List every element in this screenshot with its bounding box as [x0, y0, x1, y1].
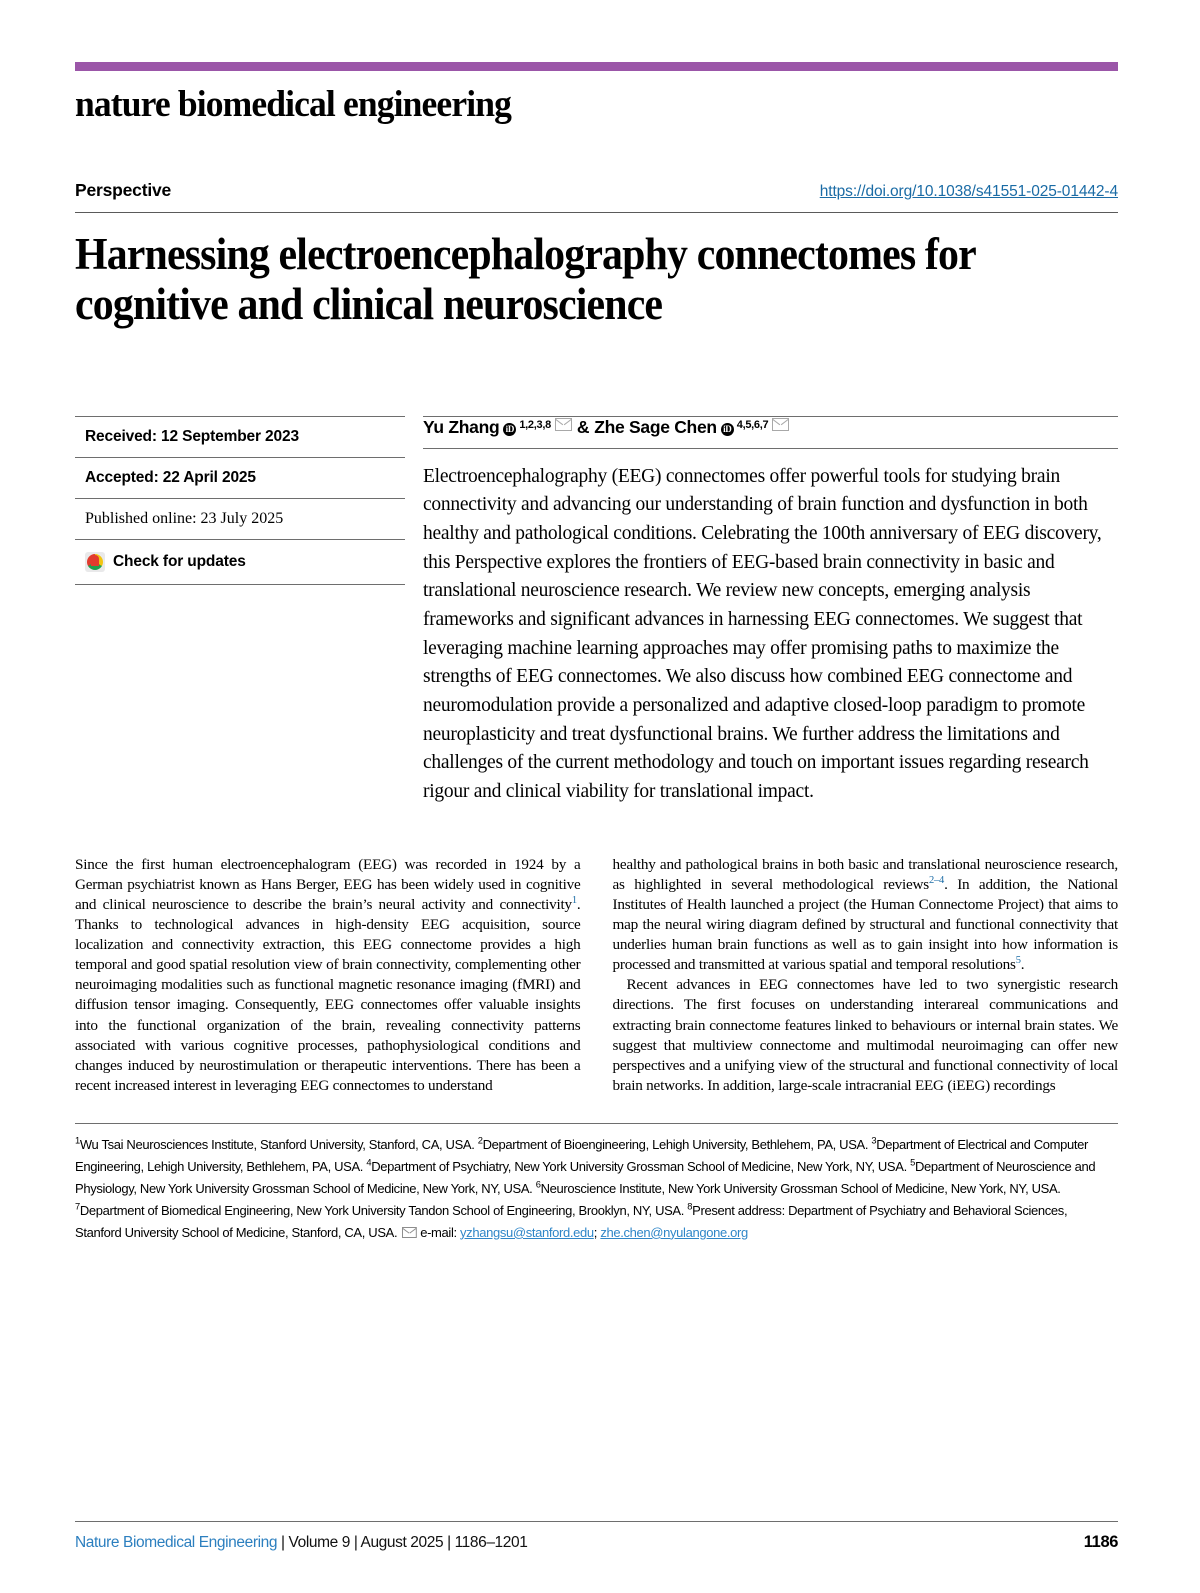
affiliation-number: 3: [871, 1135, 877, 1147]
affiliation-text: Department of Neuroscience and Physiology, New York University Grossman School of Medicine, New York, NY, USA.: [75, 1159, 1096, 1196]
body-paragraph: [75, 855, 581, 1097]
affiliation-number: 8: [687, 1201, 693, 1213]
affiliation-number: 4: [366, 1157, 372, 1169]
abstract-region: [405, 416, 1118, 807]
author-conjunction: &: [576, 416, 590, 437]
orcid-icon[interactable]: iD: [503, 423, 516, 436]
journal-masthead: nature biomedical engineering: [75, 84, 512, 125]
affiliation-number: 6: [535, 1179, 541, 1191]
affiliation-text: Neuroscience Institute, New York University Grossman School of Medicine, New York, NY, USA.: [540, 1181, 1061, 1196]
abstract-text: Electroencephalography (EEG) connectomes offer powerful tools for studying brain connectivity and advancing our understanding of brain function and dysfunction in both healthy and pathological conditions. Celebrating the 100th anniversary of EEG discovery, this Perspective explores the frontiers of EEG-based brain connectivity in basic and translational neuroscience research. We review new concepts, emerging analysis frameworks and significant advances in harnessing EEG connectomes. We suggest that leveraging machine learning approaches may offer promising paths to maximize the strengths of EEG connectomes. We also discuss how combined EEG connectome and neuromodulation provide a personalized and adaptive closed-loop paradigm to promote neuroplasticity and treat dysfunctional brains. We further address the limitations and challenges of the current methodology and touch on important issues regarding research rigour and clinical viability for translational impact.: [423, 465, 1102, 802]
published-date: Published online: 23 July 2025: [85, 509, 284, 527]
affiliation-text: Department of Psychiatry, New York University Grossman School of Medicine, New York, NY, USA.: [371, 1159, 911, 1175]
affiliation-text: Present address: Department of Psychiatry and Behavioral Sciences, Stanford University School of Medicine, Stanford, CA, USA.: [75, 1202, 1068, 1240]
crossmark-icon: [85, 552, 105, 572]
corresponding-email-2[interactable]: zhe.chen@nyulangone.org: [600, 1224, 748, 1240]
footer-volume-info: | Volume 9 | August 2025 | 1186–1201: [277, 1534, 528, 1551]
affiliation-number: 2: [477, 1135, 483, 1147]
author-name-2[interactable]: Zhe Sage Chen: [594, 416, 717, 437]
doi-link[interactable]: https://doi.org/10.1038/s41551-025-01442-4: [819, 182, 1118, 200]
author-list: [423, 417, 1118, 448]
history-divider: [75, 584, 405, 585]
page-number: 1186: [1083, 1533, 1118, 1551]
body-text: Recent advances in EEG connectomes have led to two synergistic research directions. The first focuses on understanding interareal communications and extracting brain connectome features linked to behaviours or internal brain states. We suggest that multiview connectome and multimodal neuroimaging can offer new perspectives and a unifying view of the structural and functional connectivity of local brain networks. In addition, large-scale intracranial EEG (iEEG) recordings: [612, 976, 1118, 1095]
email-icon[interactable]: [555, 418, 572, 431]
affiliation-text: Wu Tsai Neurosciences Institute, Stanford University, Stanford, CA, USA.: [79, 1137, 478, 1153]
corresponding-email-1[interactable]: yzhangsu@stanford.edu: [460, 1224, 594, 1240]
body-text: . In addition, the National Institutes of Health launched a project (the Human Connectome Project) that aims to map the neural wiring diagram defined by structural and functional connectivity that underlies human brain functions as well as to gain insight into how information is processed and transmitted at various spatial and temporal resolutions: [612, 875, 1118, 974]
affiliation-text: Department of Biomedical Engineering, New York University Tandon School of Engineering, Brooklyn, NY, USA.: [79, 1202, 688, 1218]
footer-divider: [75, 1521, 1118, 1522]
affiliation-text: Department of Bioengineering, Lehigh University, Bethlehem, PA, USA.: [482, 1137, 872, 1153]
affiliation-text: Department of Electrical and Computer Engineering, Lehigh University, Bethlehem, PA, USA.: [75, 1137, 1089, 1175]
citation-ref[interactable]: 5: [1015, 955, 1021, 967]
author-1-affiliation-refs: 1,2,3,8: [519, 418, 551, 431]
citation-ref[interactable]: 2–4: [929, 874, 945, 886]
body-text: healthy and pathological brains in both basic and translational neuroscience research, as highlighted in several methodological reviews: [612, 855, 1118, 893]
body-paragraph: [613, 855, 1119, 976]
journal-brand-bar: [75, 62, 1118, 71]
body-text: . Thanks to technological advances in high-density EEG acquisition, source localization and connectivity extraction, this EEG connectome provides a high temporal and good spatial resolution view of brain connectivity, complementing other neuroimaging modalities such as functional magnetic resonance imaging (fMRI) and diffusion tensor imaging. Consequently, EEG connectomes offer valuable insights into the functional organization of the brain, revealing connectivity patterns associated with various cognitive processes, pathophysiological conditions and changes induced by neurostimulation or therapeutic interventions. There has been a recent increased interest in leveraging EEG connectomes to understand: [75, 895, 581, 1095]
orcid-icon[interactable]: iD: [721, 423, 734, 436]
affiliation-number: 7: [75, 1201, 80, 1213]
email-label: e-mail:: [420, 1224, 461, 1240]
body-column-right: [613, 855, 1119, 1097]
author-name-1[interactable]: Yu Zhang: [423, 416, 500, 437]
page-title: Harnessing electroencephalography connectomes for cognitive and clinical neuroscience: [75, 228, 976, 330]
article-type-row: [75, 180, 1118, 201]
meta-abstract-region: [75, 416, 1118, 807]
body-paragraph: [613, 975, 1119, 1096]
publication-history: [75, 416, 405, 807]
article-type-label: Perspective: [75, 179, 172, 200]
email-separator: ;: [593, 1224, 601, 1240]
body-text: Since the first human electroencephalogram (EEG) was recorded in 1924 by a German psychiatrist known as Hans Berger, EEG has been widely used in cognitive and clinical neuroscience to describe the brain’s neural activity and connectivity: [75, 855, 581, 913]
author-2-affiliation-refs: 4,5,6,7: [736, 418, 769, 431]
affiliation-number: 1: [75, 1135, 80, 1147]
check-for-updates-button[interactable]: [75, 540, 380, 584]
body-columns: [75, 855, 1118, 1097]
footer-citation: [75, 1534, 527, 1552]
email-icon[interactable]: [772, 418, 789, 431]
header-divider: [75, 212, 1118, 213]
page-footer: [75, 1533, 1118, 1552]
received-date: Received: 12 September 2023: [85, 427, 299, 445]
email-icon: [402, 1227, 417, 1238]
check-for-updates-label: Check for updates: [113, 552, 246, 570]
citation-ref[interactable]: 1: [571, 894, 577, 906]
body-column-left: [75, 855, 581, 1097]
affiliations-divider: [75, 1123, 1118, 1124]
affiliation-number: 5: [910, 1157, 915, 1169]
footer-journal-name[interactable]: Nature Biomedical Engineering: [75, 1534, 278, 1551]
accepted-date: Accepted: 22 April 2025: [85, 468, 256, 486]
affiliations-block: [75, 1134, 1102, 1244]
body-text: .: [1020, 956, 1025, 974]
